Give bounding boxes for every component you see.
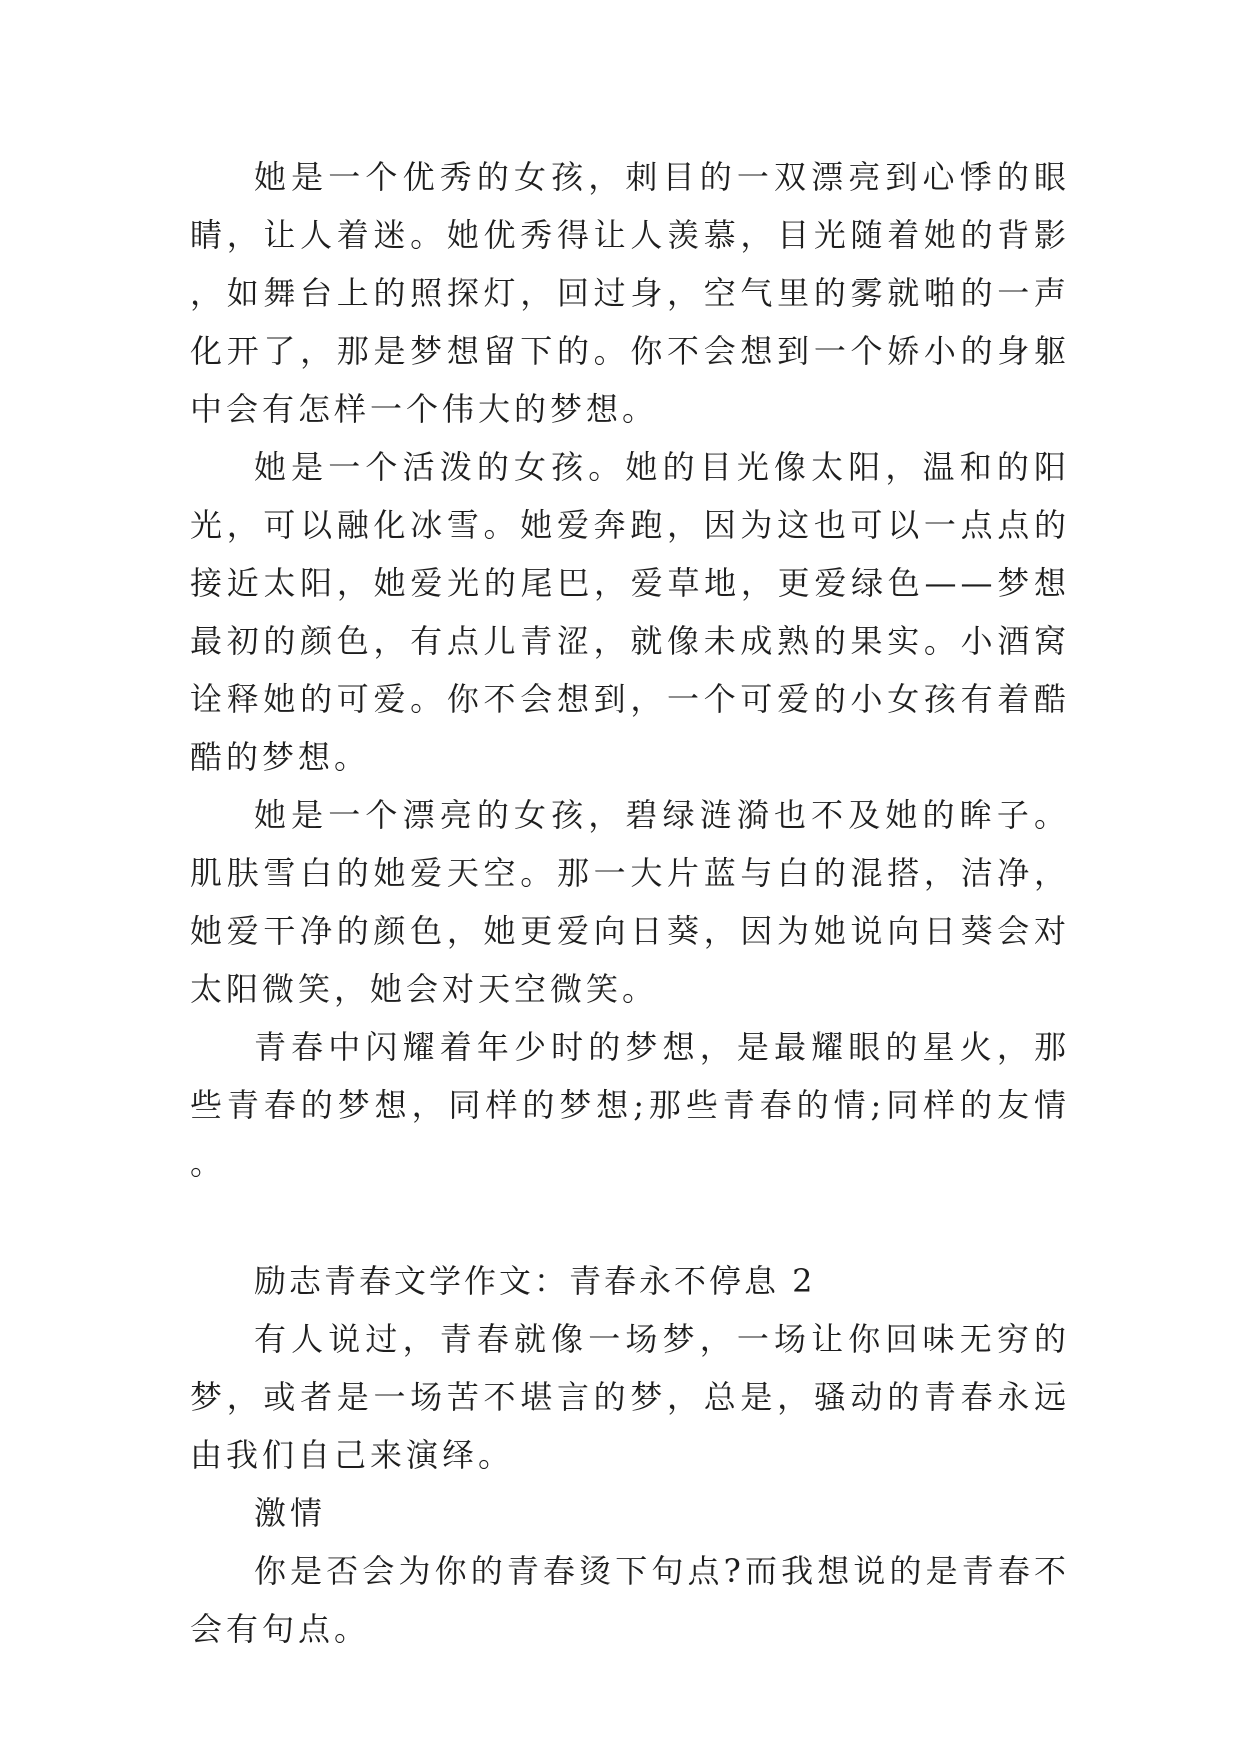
- paragraph: 有人说过，青春就像一场梦，一场让你回味无穷的梦，或者是一场苦不堪言的梦，总是，骚动的青春永远由我们自己来演绎。: [190, 1320, 1070, 1474]
- paragraph: 激情: [254, 1494, 327, 1532]
- paragraph: 你是否会为你的青春烫下句点?而我想说的是青春不会有句点。: [190, 1552, 1070, 1648]
- paragraph: 她是一个优秀的女孩，刺目的一双漂亮到心悸的眼睛，让人着迷。她优秀得让人羡慕，目光随着她的背影，如舞台上的照探灯，回过身，空气里的雾就啪的一声化开了，那是梦想留下的。你不会想到一个娇小的身躯中会有怎样一个伟大的梦想。: [190, 158, 1070, 428]
- document-page: [190, 148, 1070, 1658]
- paragraph: 她是一个漂亮的女孩，碧绿涟漪也不及她的眸子。肌肤雪白的她爱天空。那一大片蓝与白的混搭，洁净，她爱干净的颜色，她更爱向日葵，因为她说向日葵会对太阳微笑，她会对天空微笑。: [190, 796, 1070, 1008]
- section-heading: 励志青春文学作文：青春永不停息 2: [254, 1262, 816, 1300]
- paragraph: 青春中闪耀着年少时的梦想，是最耀眼的星火，那些青春的梦想，同样的梦想;那些青春的情;同样的友情。: [190, 1028, 1070, 1182]
- section-spacer: [190, 1192, 1070, 1252]
- paragraph: 她是一个活泼的女孩。她的目光像太阳，温和的阳光，可以融化冰雪。她爱奔跑，因为这也可以一点点的接近太阳，她爱光的尾巴，爱草地，更爱绿色——梦想最初的颜色，有点儿青涩，就像未成熟的果实。小酒窝诠释她的可爱。你不会想到，一个可爱的小女孩有着酷酷的梦想。: [190, 448, 1070, 776]
